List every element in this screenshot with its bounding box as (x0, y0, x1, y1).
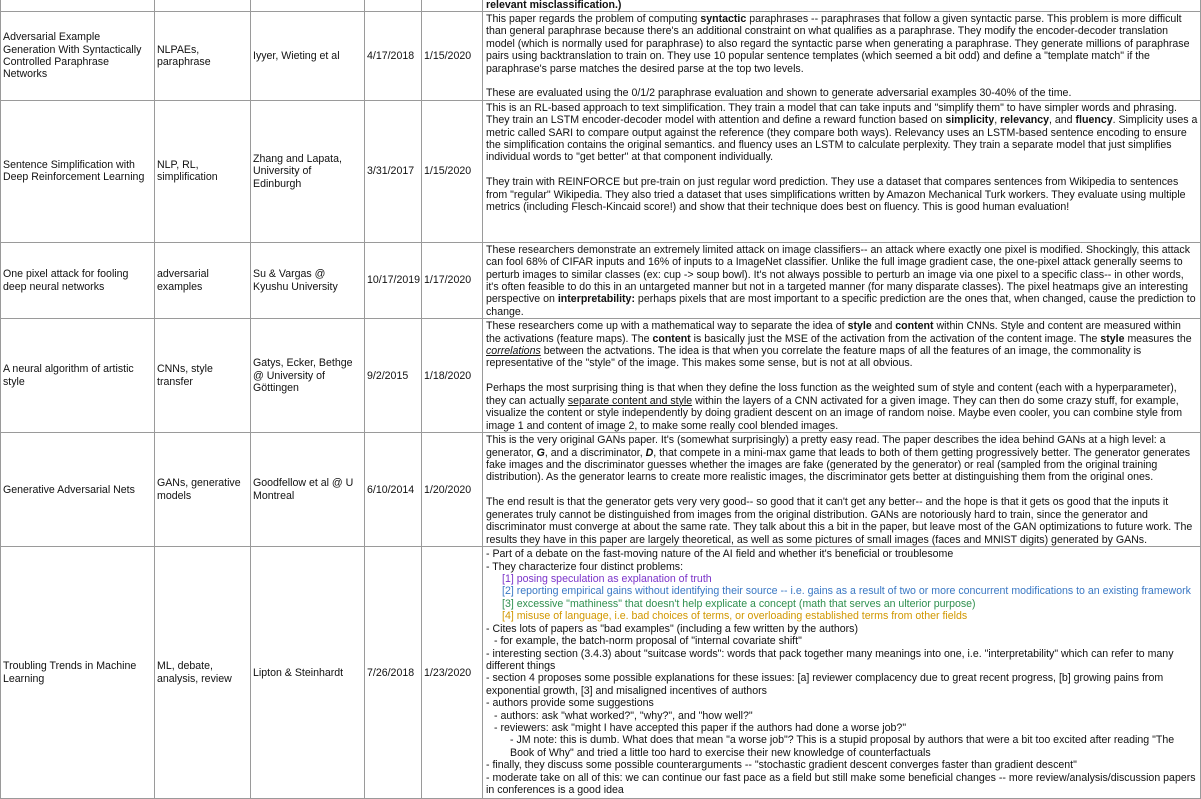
bold-term: content (652, 332, 691, 345)
paper-title-cell[interactable]: One pixel attack for fooling deep neural networks (1, 242, 155, 318)
notes-line: - Part of a debate on the fast-moving nature of the AI field and whether it's beneficial or troublesome (486, 548, 954, 561)
authors-cell[interactable]: Zhang and Lapata, University of Edinburgh (251, 100, 365, 242)
table-row (1, 100, 1201, 242)
notes-text: The end result is that the generator gets very very good-- so good that it can't get any better-- and the hope is that it gets os good that the inputs it generates truly cannot be distinguished from images from the original distribution. GANs are notoriously hard to train, since the generator and discriminator must converge at about the same rate. They talk about this a bit in the paper, but leave most of the GAN optimizations to future work. The results they have in this paper are largely theoretical, as well as some pictures of small images (faces and MNIST digits) generated by GANs. (486, 496, 1193, 546)
notes-paragraph (486, 320, 1198, 370)
notes-text: . Simplicity uses a metric called SARI to compare output against the reference (they compare both ways). Relevancy uses an LSTM-based sentence encoding to ensure the simplification contains the original semantics. and fluency uses an LSTM to calculate perplexity. They train a separate model that just simplifies individual words to "get better" at that component individually. (486, 114, 1198, 164)
published-date-cell[interactable] (365, 0, 422, 12)
notes-text: paraphrases -- paraphrases that follow a given syntactic parse. This problem is more difficult than general paraphrase because there's an additional constraint on what qualifies as a paraphrase. They modify the encoder-decoder translation model (which is normally used for paraphrase) to also regard the syntactic parse when generating a paraphrase. They generate millions of paraphrase pairs using backtranslation to train on. They use 10 popular sentence templates (which seemed a bit odd) and define a "template match" if the paraphrase's parse matches the desired parse at the top two levels. (486, 13, 1190, 75)
notes-line: - authors provide some suggestions (486, 697, 654, 710)
paragraph-gap (486, 75, 1198, 87)
colored-problem-line: [2] reporting empirical gains without identifying their source -- i.e. gains as a result of two or more concurrent modifications to an existing framework (502, 585, 1191, 598)
notes-text: They train with REINFORCE but pre-train on just regular word prediction. They use a dataset that compares sentences from Wikipedia to sentences from "regular" Wikipedia. They also tried a dataset that uses simplifications written by Amazon Mechanical Turk workers. They evaluate using multiple metrics (including Flesch-Kincaid score!) and show that their technique does best on fluency. This is good human evaluation! (486, 176, 1186, 214)
paragraph-gap (486, 164, 1198, 176)
notes-text: within the layers of a CNN activated for a given image. They can then do some crazy stuff, for example, visualize the content or style independently by doing gradient descent on an image of random noise. Maybe even cooler, you can combine style from image 1 and content of image 2, to make some really cool blended images. (486, 394, 1183, 432)
underlined-phrase: separate content and style (567, 394, 693, 407)
notes-text: These researchers come up with a mathematical way to separate the idea of (486, 320, 848, 333)
paper-title-cell[interactable]: Adversarial Example Generation With Syntactically Controlled Paraphrase Networks (1, 12, 155, 101)
read-date-cell[interactable]: 1/15/2020 (422, 100, 483, 242)
table-row (1, 12, 1201, 101)
read-date-cell[interactable]: 1/18/2020 (422, 319, 483, 433)
notes-line: - moderate take on all of this: we can continue our fast pace as a field but still make some beneficial changes -- more review/analysis/discussion papers in conferences is a good idea (486, 771, 1196, 796)
bold-term: simplicity (945, 114, 995, 127)
notes-paragraph (486, 87, 1198, 99)
notes-line: - Cites lots of papers as "bad examples" (including a few written by the authors) (486, 622, 859, 635)
read-date-cell[interactable]: 1/17/2020 (422, 242, 483, 318)
bold-term: relevancy (1000, 114, 1049, 127)
notes-paragraph (486, 382, 1198, 432)
bold-term: fluency (1075, 114, 1113, 127)
notes-text: measures the (1124, 332, 1192, 345)
bold-term: syntactic (700, 13, 747, 25)
tags-cell[interactable]: CNNs, style transfer (155, 319, 251, 433)
paper-title-cell[interactable] (1, 0, 155, 12)
authors-cell[interactable]: Su & Vargas @ Kyushu University (251, 242, 365, 318)
notes-cell[interactable] (483, 547, 1201, 799)
paper-title-cell[interactable]: A neural algorithm of artistic style (1, 319, 155, 433)
notes-text: is basically just the MSE of the activation from the activation of the content image. The (690, 332, 1101, 345)
table-row (1, 0, 1201, 12)
table-row (1, 433, 1201, 547)
published-date-cell[interactable]: 7/26/2018 (365, 547, 422, 799)
notes-paragraph (486, 13, 1198, 75)
notes-line: - authors: ask "what worked?", "why?", and "how well?" (494, 709, 753, 722)
tags-cell[interactable]: NLPAEs, paraphrase (155, 12, 251, 101)
tags-cell[interactable]: GANs, generative models (155, 433, 251, 547)
notes-text: between the actvations. The idea is that when you correlate the feature maps of all the features of an image, the commonality is representative of the "style" of the image. This makes some sense, but is not at all obvious. (486, 345, 1142, 370)
authors-cell[interactable]: Goodfellow et al @ U Montreal (251, 433, 365, 547)
paper-title-cell[interactable]: Troubling Trends in Machine Learning (1, 547, 155, 799)
published-date-cell[interactable]: 9/2/2015 (365, 319, 422, 433)
tags-cell[interactable]: ML, debate, analysis, review (155, 547, 251, 799)
colored-problem-line: [4] misuse of language, i.e. bad choices of terms, or overloading established terms from other fields (502, 610, 968, 623)
bold-term: style (1100, 332, 1125, 345)
notes-text: within CNNs. Style and content are measured within the activations (feature maps). The (486, 320, 1181, 345)
table-row (1, 319, 1201, 433)
notes-text: This paper regards the problem of computing (486, 13, 701, 25)
notes-text: relevant misclassification.) (486, 0, 622, 11)
published-date-cell[interactable]: 6/10/2014 (365, 433, 422, 547)
notes-text: , and a discriminator, (544, 446, 646, 459)
notes-line: - JM note: this is dumb. What does that mean "a worse job"? This is a stupid proposal by authors that were a bit too excited after reading "The Book of Why" and tried a little too hard to exercise their new knowledge of counterfactuals (510, 734, 1175, 759)
read-date-cell[interactable] (422, 0, 483, 12)
notes-line: - for example, the batch-norm proposal of "internal covariate shift" (494, 635, 802, 648)
bold-term: interpretability: (557, 293, 635, 306)
notes-text: , (994, 114, 1001, 127)
paragraph-gap (486, 484, 1198, 496)
notes-text: , that compete in a mini-max game that leads to both of them getting progressively better. The generator generates fake images and the discriminator guesses whether the images are fake (generated by the generator) or real (sampled from the original training distribution). As the generator learns to create more realistic images, the discriminator gets better at distinguishing them from the original ones. (486, 446, 1191, 484)
notes-cell[interactable] (483, 0, 1201, 12)
notes-text: These researchers demonstrate an extremely limited attack on image classifiers-- an attack where exactly one pixel is modified. Shockingly, this attack can fool 68% of CIFAR inputs and 16% of inputs to a ImageNet classifier. Unlike the full image gradient case, the one-pixel attack generally seems to perturb images to similar classes (ex: cup -> soup bowl). It's not always possible to perturb an image via one pixel to a specific class-- in other words, it's often feasible to do this in an untargeted manner but not in a targeted manner (for many disparate classes). The pixel heatmaps give an interesting perspective on (486, 243, 1191, 306)
bold-term: style (847, 320, 872, 333)
notes-text: perhaps pixels that are most important to a specific prediction are the ones that, when changed, cause the prediction to change. (486, 293, 1196, 318)
notes-paragraph (486, 244, 1198, 318)
published-date-cell[interactable]: 4/17/2018 (365, 12, 422, 101)
table-row (1, 547, 1201, 799)
read-date-cell[interactable]: 1/15/2020 (422, 12, 483, 101)
paragraph-gap (486, 370, 1198, 382)
colored-problem-line: [1] posing speculation as explanation of truth (502, 573, 712, 586)
notes-text: These are evaluated using the 0/1/2 paraphrase evaluation and shown to generate adversarial examples 30-40% of the time. (486, 87, 1072, 100)
tags-cell[interactable] (155, 0, 251, 12)
paper-title-cell[interactable]: Generative Adversarial Nets (1, 433, 155, 547)
notes-line: - section 4 proposes some possible explanations for these issues: [a] reviewer complacency due to great recent progress, [b] growing pains from exponential growth, [3] and misaligned incentives of authors (486, 672, 1164, 697)
notes-cell[interactable] (483, 12, 1201, 101)
published-date-cell[interactable]: 3/31/2017 (365, 100, 422, 242)
tags-cell[interactable]: NLP, RL, simplification (155, 100, 251, 242)
notes-line: - reviewers: ask "might I have accepted this paper if the authors had done a worse job?" (494, 721, 907, 734)
notes-text: Perhaps the most surprising thing is that when they define the loss function as the weighted sum of style and content (each with a hyperparameter), they can actually (486, 382, 1177, 407)
published-date-cell[interactable]: 10/17/2019 (365, 242, 422, 318)
notes-text: and (871, 320, 896, 333)
authors-cell[interactable]: Gatys, Ecker, Bethge @ University of Göttingen (251, 319, 365, 433)
bold-term: content (895, 320, 934, 333)
notes-line: - interesting section (3.4.3) about "suitcase words": words that pack together many meanings into one, i.e. "interpretability" which can refer to many different things (486, 647, 1174, 672)
notes-text: , and (1049, 114, 1076, 127)
notes-paragraph (486, 434, 1198, 484)
notes-paragraph (486, 176, 1198, 213)
bold-term: D (645, 446, 654, 459)
notes-text: This is the very original GANs paper. It's (somewhat surprisingly) a pretty easy read. The paper describes the idea behind GANs at a high level: a generator, (486, 434, 1166, 459)
notes-cell[interactable] (483, 433, 1201, 547)
bold-term: G (536, 446, 545, 459)
read-date-cell[interactable]: 1/23/2020 (422, 547, 483, 799)
authors-cell[interactable]: Lipton & Steinhardt (251, 547, 365, 799)
tags-cell[interactable]: adversarial examples (155, 242, 251, 318)
authors-cell[interactable] (251, 0, 365, 12)
notes-line: - They characterize four distinct problems: (486, 560, 684, 573)
table-row (1, 242, 1201, 318)
authors-cell[interactable]: Iyyer, Wieting et al (251, 12, 365, 101)
notes-text: This is an RL-based approach to text simplification. They train a model that can take inputs and "simplify them" to have simpler words and phrasing. They train an LSTM encoder-decoder model with attention and define a reward function based on (486, 101, 1177, 127)
paper-title-cell[interactable]: Sentence Simplification with Deep Reinforcement Learning (1, 100, 155, 242)
notes-line: - finally, they discuss some possible counterarguments -- "stochastic gradient descent converges faster than gradient descent" (486, 759, 1077, 772)
notes-cell[interactable] (483, 100, 1201, 242)
underlined-phrase: correlations (486, 345, 541, 358)
read-date-cell[interactable]: 1/20/2020 (422, 433, 483, 547)
notes-paragraph (486, 496, 1198, 546)
notes-cell[interactable] (483, 319, 1201, 433)
notes-paragraph (486, 102, 1198, 164)
colored-problem-line: [3] excessive "mathiness" that doesn't help explicate a concept (math that serves an ulterior purpose) (502, 597, 976, 610)
notes-cell[interactable] (483, 242, 1201, 318)
